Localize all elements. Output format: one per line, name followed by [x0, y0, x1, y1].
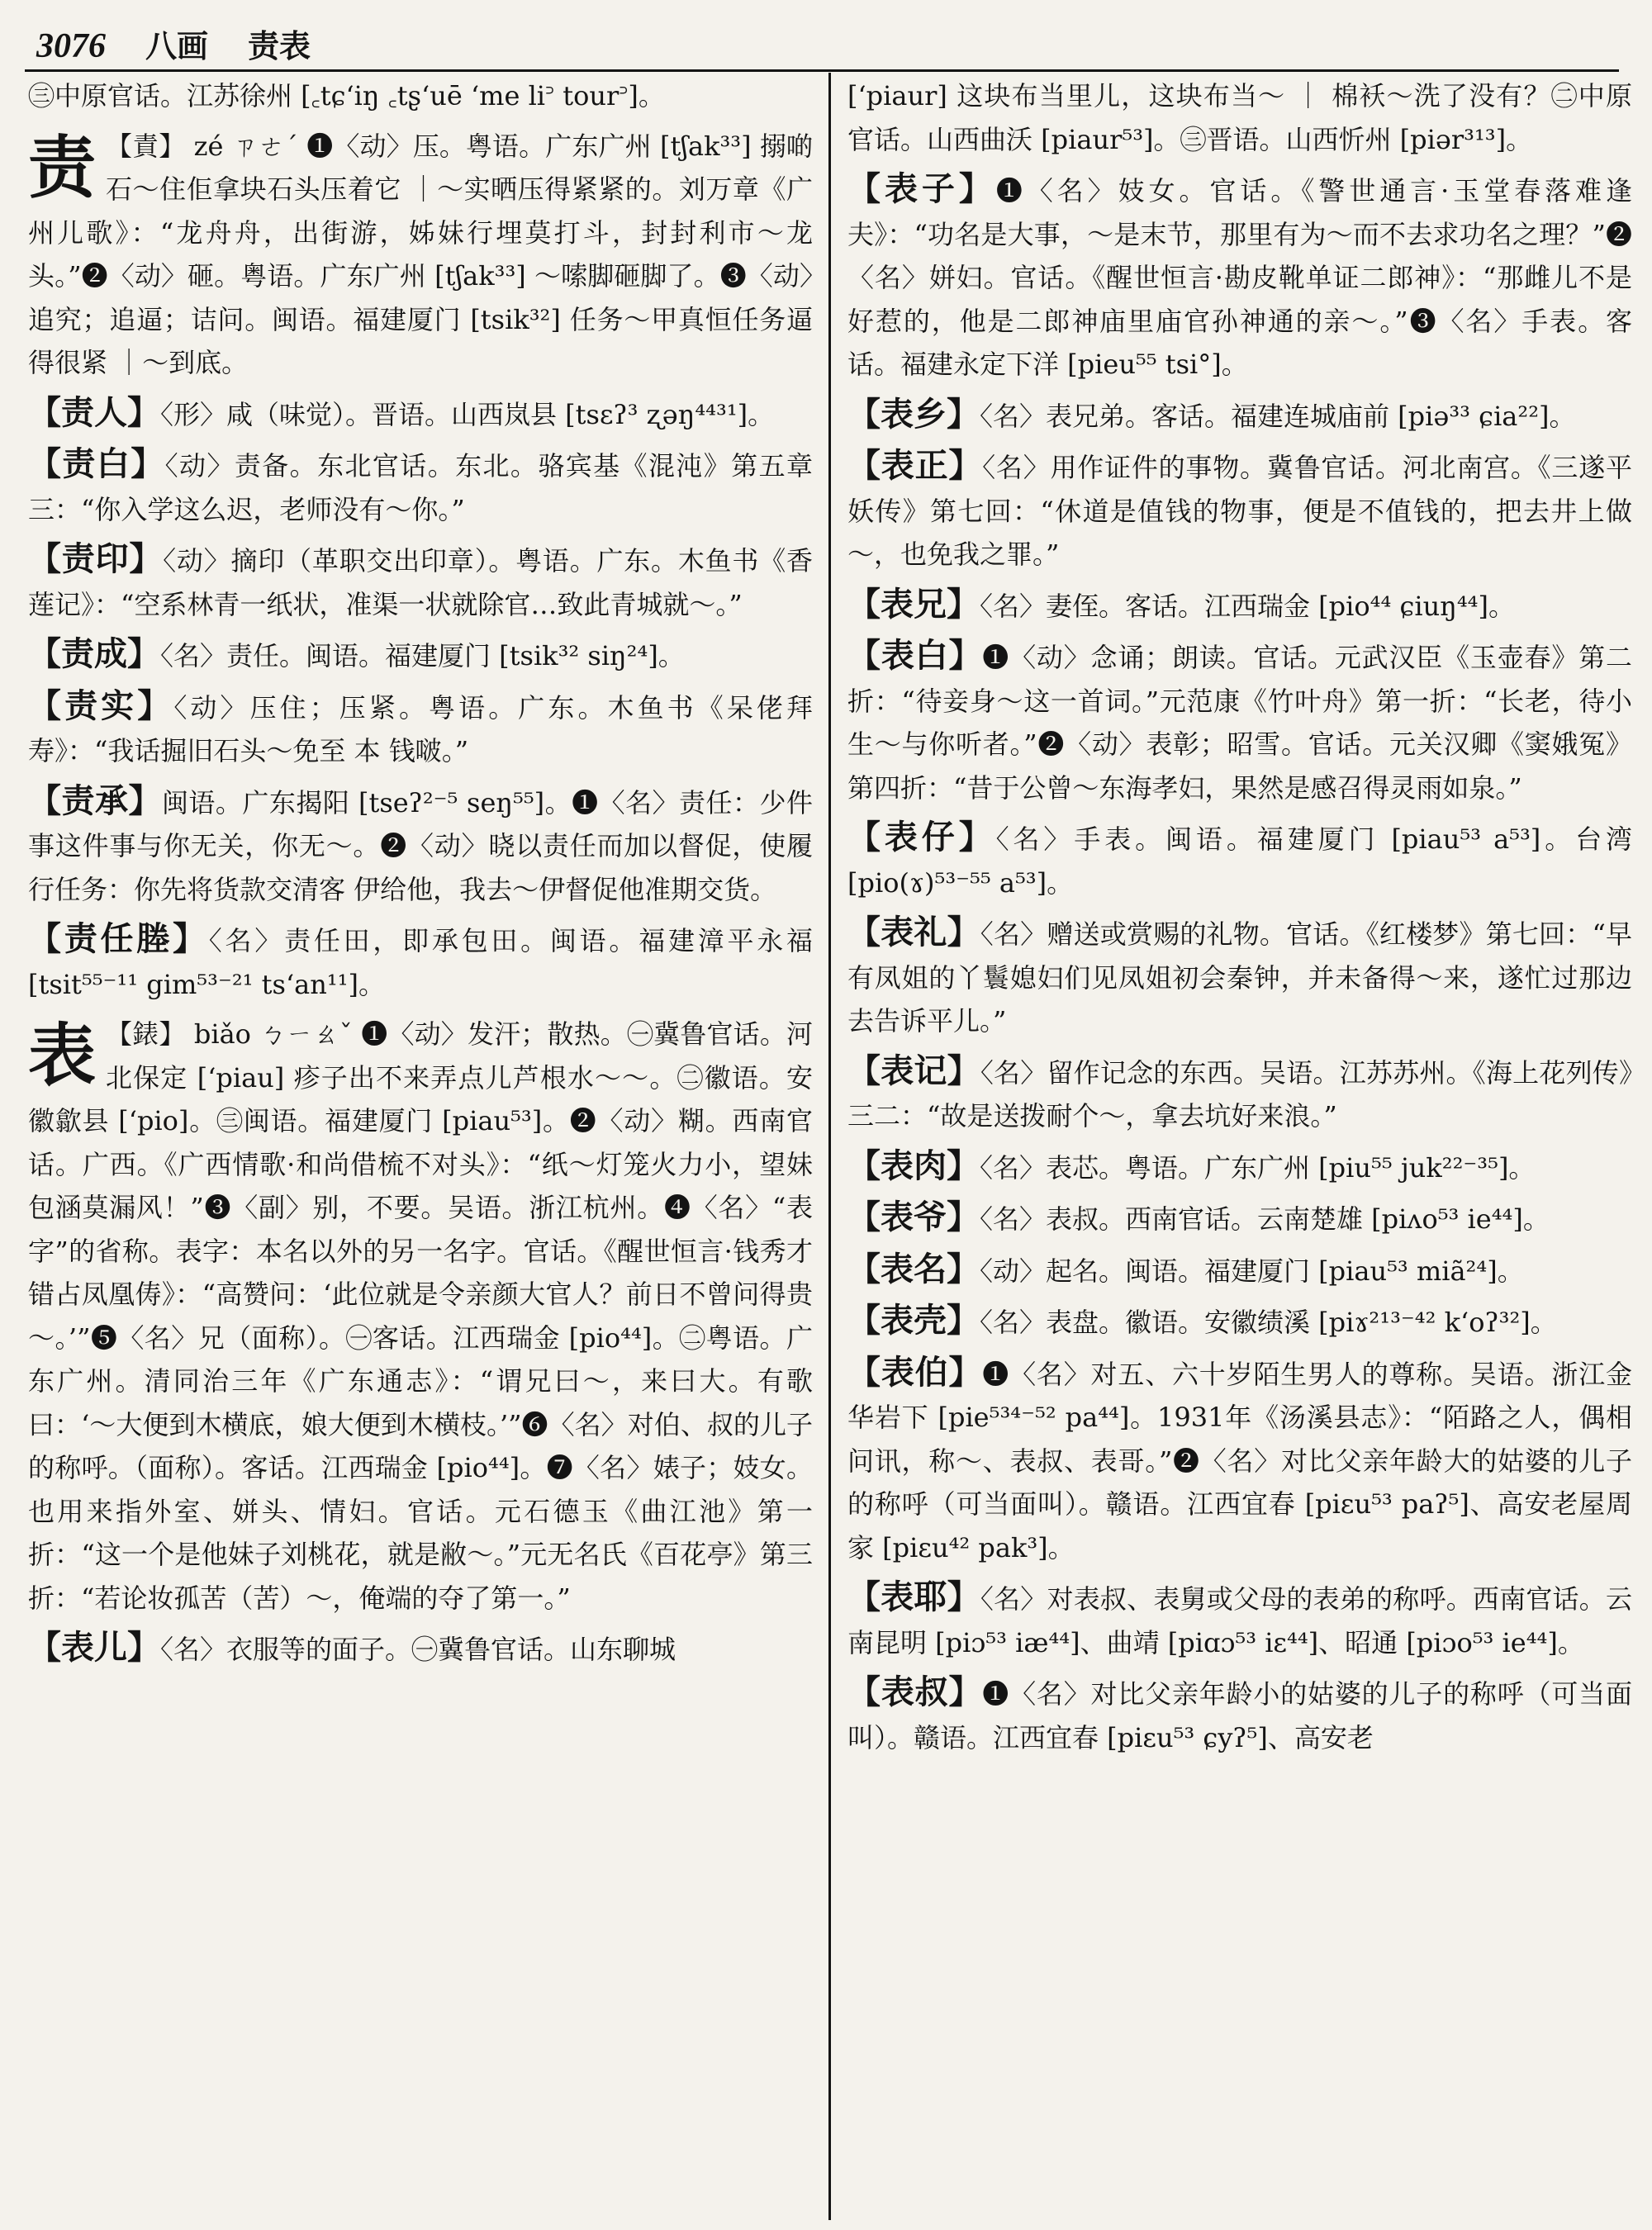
- dictionary-entry: [847, 1351, 1632, 1570]
- entry-definition: 〈名〉妻侄。客话。江西瑞金 [pio⁴⁴ ɕiuŋ⁴⁴]。: [980, 590, 1515, 622]
- dictionary-entry: [847, 393, 1632, 439]
- entry-definition: 〈名〉对表叔、表舅或父母的表弟的称呼。西南官话。云南昆明 [piɔ⁵³ iæ⁴⁴]、曲靖 [piɑɔ⁵³ iɛ⁴⁴]、昭通 [piɔo⁵³ ie⁴⁴]。: [847, 1583, 1632, 1658]
- column-divider: [828, 73, 831, 2220]
- dictionary-entry: [847, 1671, 1632, 1759]
- entry-headword: 【表肉】: [847, 1146, 980, 1185]
- header-rule: [25, 69, 1619, 72]
- entry-definition: 〈名〉表芯。粤语。广东广州 [piu⁵⁵ juk²²⁻³⁵]。: [980, 1151, 1536, 1184]
- character-entry: [28, 125, 813, 385]
- entry-definition: 〈名〉表兄弟。客话。福建连城庙前 [piə³³ ɕia²²]。: [980, 400, 1576, 432]
- entry-definition: ㊂中原官话。江苏徐州 [꜀tɕʻiŋ ꜀tʂʻuē ʻme li꜄ tour꜄]。: [28, 80, 665, 112]
- entry-headword: 【表兄】: [847, 584, 980, 624]
- entry-headword: 【责实】: [28, 686, 174, 725]
- entry-headword: 【表壳】: [847, 1301, 980, 1340]
- entry-definition: 〈名〉责任田，即承包田。闽语。福建漳平永福 [tsit⁵⁵⁻¹¹ gim⁵³⁻²¹ tsʻan¹¹]。: [28, 925, 813, 1000]
- entry-definition: 〈名〉手表。闽语。福建厦门 [piau⁵³ a⁵³]。台湾 [pio(ɤ)⁵³⁻⁵⁵ a⁵³]。: [847, 823, 1632, 899]
- entry-headword: 【表叔】: [847, 1672, 983, 1711]
- entry-headword: 【责人】: [28, 392, 160, 432]
- dictionary-entry: [28, 538, 813, 626]
- entry-definition: 闽语。广东揭阳 [tseʔ²⁻⁵ seŋ⁵⁵]。❶〈名〉责任：少件事这件事与你无关，你无～。❷〈动〉晓以责任而加以督促，使履行任务：你先将货款交清客 伊给他，我去～伊督促他准期交货。: [28, 786, 813, 905]
- dictionary-entry: [28, 391, 813, 437]
- entry-definition: 〈名〉用作证件的事物。冀鲁官话。河北南宫。《三遂平妖传》第七回：“休道是值钱的物事，便是不值钱的，把去井上做～，也免我之罪。”: [847, 452, 1632, 570]
- entry-definition: 〈形〉咸（味觉）。晋语。山西岚县 [tsɛʔ³ ʐəŋ⁴⁴³¹]。: [160, 398, 775, 430]
- right-column: [847, 74, 1632, 1766]
- dictionary-entry: [28, 918, 813, 1006]
- dictionary-entry: [847, 1248, 1632, 1293]
- entry-definition: 〈名〉表叔。西南官话。云南楚雄 [piʌo⁵³ ie⁴⁴]。: [980, 1203, 1550, 1235]
- entry-headword: 【责白】: [28, 444, 165, 483]
- dictionary-entry: [847, 444, 1632, 576]
- dictionary-entry: [847, 911, 1632, 1043]
- dictionary-entry: [847, 168, 1632, 387]
- entry-definition: 【責】 zé ㄗㄜˊ ❶〈动〉压。粤语。广东广州 [tʃak³³] 搦啲石～住佢拿块石头压着它 ｜～实晒压得紧紧的。刘万章《广州儿歌》：“龙舟舟，出街游，姊妹行埋莫打斗，封封利市～龙头。”❷〈动〉砸。粤语。广东广州 [tʃak³³] ～嗦脚砸脚了。❸〈动〉追究；追逼；诘问。闽语。福建厦门 [tsik³²] 任务～甲真恒任务逼得很紧 ｜～到底。: [28, 130, 813, 378]
- entry-headword: 【表仔】: [847, 818, 996, 856]
- entry-definition: 〈动〉压住；压紧。粤语。广东。木鱼书《呆佬拜寿》：“我话掘旧石头～免至 本 钱啵。”: [28, 691, 813, 766]
- entry-headword: 【表正】: [847, 446, 983, 485]
- entry-definition: 【錶】 biǎo ㄅㄧㄠˇ ❶〈动〉发汗；散热。㊀冀鲁官话。河北保定 [ʻpiau] 疹子出不来弄点儿芦根水～～。㊁徽语。安徽歙县 [ʻpio]。㊂闽语。福建厦门 [piau⁵³]。❷〈动〉糊。西南官话。广西。《广西情歌·和尚借梳不对头》：“纸～灯笼火力小，望妹包涵莫漏风！”❸〈副〉别，不要。吴语。浙江杭州。❹〈名〉“表字”的省称。表字：本名以外的另一名字。官话。《醒世恒言·钱秀才错占凤凰俦》：“高赞问：‘此位就是令亲颜大官人？前日不曾问得贵～。’”❺〈名〉兄（面称）。㊀客话。江西瑞金 [pio⁴⁴]。㊁粤语。广东广州。清同治三年《广东通志》：“谓兄曰～，来曰大。有歌曰：‘～大便到木横底，娘大便到木横枝。’”❻〈名〉对伯、叔的儿子的称呼。（面称）。客话。江西瑞金 [pio⁴⁴]。❼〈名〉婊子；妓女。也用来指外室、姘头、情妇。官话。元石德玉《曲江池》第一折：“这一个是他妹子刘桃花，就是敝～。”元无名氏《百花亭》第三折：“若论妆孤苦（苦）～，俺端的夺了第一。”: [28, 1018, 813, 1614]
- entry-definition: ❶〈名〉对五、六十岁陌生男人的尊称。吴语。浙江金华岩下 [pie⁵³⁴⁻⁵² pa⁴⁴]。1931年《汤溪县志》：“陌路之人，偶相问讯，称～、表叔、表哥。”❷〈名〉对比父亲年龄大的姑婆的儿子的称呼（可当面叫）。赣语。江西宜春 [piɛu⁵³ paʔ⁵]、高安老屋周家 [piɛu⁴² pak³]。: [847, 1358, 1632, 1563]
- entry-headword: 【责印】: [28, 539, 164, 578]
- entry-continuation: [847, 74, 1632, 161]
- entry-definition: ❶〈名〉对比父亲年龄小的姑婆的儿子的称呼（可当面叫）。赣语。江西宜春 [piɛu⁵³ ɕyʔ⁵]、高安老: [847, 1678, 1632, 1753]
- dictionary-entry: [28, 1626, 813, 1672]
- entry-definition: 〈名〉衣服等的面子。㊀冀鲁官话。山东聊城: [160, 1634, 676, 1665]
- entry-headword: 【表耶】: [847, 1578, 980, 1616]
- page-number: 3076: [36, 27, 106, 65]
- entry-headword: 【表爷】: [847, 1198, 980, 1236]
- entry-headword: 【表乡】: [847, 394, 980, 434]
- entry-headword: 【责任塍】: [28, 919, 209, 958]
- dictionary-entry: [847, 1196, 1632, 1241]
- entry-continuation: [28, 74, 813, 118]
- character-entry: [28, 1013, 813, 1620]
- entry-headword: 【表白】: [847, 636, 983, 675]
- dictionary-entry: [847, 1145, 1632, 1190]
- entry-definition: 〈动〉起名。闽语。福建厦门 [piau⁵³ miã²⁴]。: [980, 1255, 1524, 1287]
- section-label: 八画: [145, 27, 209, 64]
- entry-definition: 〈名〉表盘。徽语。安徽绩溪 [piɤ²¹³⁻⁴² kʻoʔ³²]。: [980, 1307, 1557, 1338]
- entry-definition: 〈动〉摘印（革职交出印章）。粤语。广东。木鱼书《香莲记》：“空系林青一纸状，准渠一状就除官…致此青城就～。”: [28, 545, 813, 620]
- entry-headword: 【责承】: [28, 780, 162, 820]
- dictionary-entry: [28, 443, 813, 531]
- entry-definition: ❶〈动〉念诵；朗读。官话。元武汉臣《玉壶春》第二折：“待妾身～这一首词。”元范康《竹叶舟》第一折：“长老，待小生～与你听者。”❷〈动〉表彰；昭雪。官话。元关汉卿《窦娥冤》第四折：“昔于公曾～东海孝妇，果然是感召得灵雨如泉。”: [847, 642, 1632, 804]
- dictionary-entry: [28, 633, 813, 678]
- left-column: [28, 74, 813, 1678]
- entry-headword: 【表礼】: [847, 913, 980, 951]
- character-headword: 责: [28, 127, 97, 207]
- dictionary-entry: [847, 1050, 1632, 1138]
- dictionary-entry: [28, 685, 813, 773]
- dictionary-entry: [847, 1576, 1632, 1664]
- entry-headword: 【责成】: [28, 634, 160, 673]
- character-headword: 表: [28, 1016, 97, 1095]
- dictionary-entry: [28, 780, 813, 912]
- entry-headword: 【表伯】: [847, 1352, 983, 1392]
- entry-definition: 〈名〉赠送或赏赐的礼物。官话。《红楼梦》第七回：“早有凤姐的丫鬟媳妇们见凤姐初会秦钟，并未备得～来，遂忙过那边去告诉平儿。”: [847, 918, 1632, 1037]
- entry-headword: 【表子】: [847, 169, 996, 208]
- dictionary-entry: [847, 583, 1632, 629]
- page-header: [36, 18, 1622, 66]
- entry-headword: 【表儿】: [28, 1628, 160, 1667]
- dictionary-entry: [847, 816, 1632, 904]
- entry-headword: 【表名】: [847, 1249, 980, 1288]
- entry-headword: 【表记】: [847, 1051, 980, 1090]
- entry-definition: 〈名〉留作记念的东西。吴语。江苏苏州。《海上花列传》三二：“故是送拨耐个～，拿去坑好来浪。”: [847, 1056, 1632, 1132]
- entry-definition: ❶〈名〉妓女。官话。《警世通言·玉堂春落难逢夫》：“功名是大事，～是末节，那里有为～而不去求功名之理？”❷〈名〉姘妇。官话。《醒世恒言·勘皮靴单证二郎神》：“那雌儿不是好惹的，他是二郎神庙里庙官孙神通的亲～。”❸〈名〉手表。客话。福建永定下洋 [pieu⁵⁵ tsi°]。: [847, 175, 1632, 380]
- entry-definition: 〈名〉责任。闽语。福建厦门 [tsik³² siŋ²⁴]。: [160, 640, 685, 671]
- entry-definition: [ʻpiaur] 这块布当里儿，这块布当～ ｜ 棉袄～洗了没有？㊁中原官话。山西曲沃 [piaur⁵³]。㊂晋语。山西忻州 [piər³¹³]。: [847, 80, 1632, 155]
- entry-definition: 〈动〉责备。东北官话。东北。骆宾基《混沌》第五章三：“你入学这么迟，老师没有～你。”: [28, 450, 813, 525]
- headword-range: 责表: [248, 27, 311, 64]
- dictionary-entry: [847, 634, 1632, 809]
- dictionary-entry: [847, 1299, 1632, 1345]
